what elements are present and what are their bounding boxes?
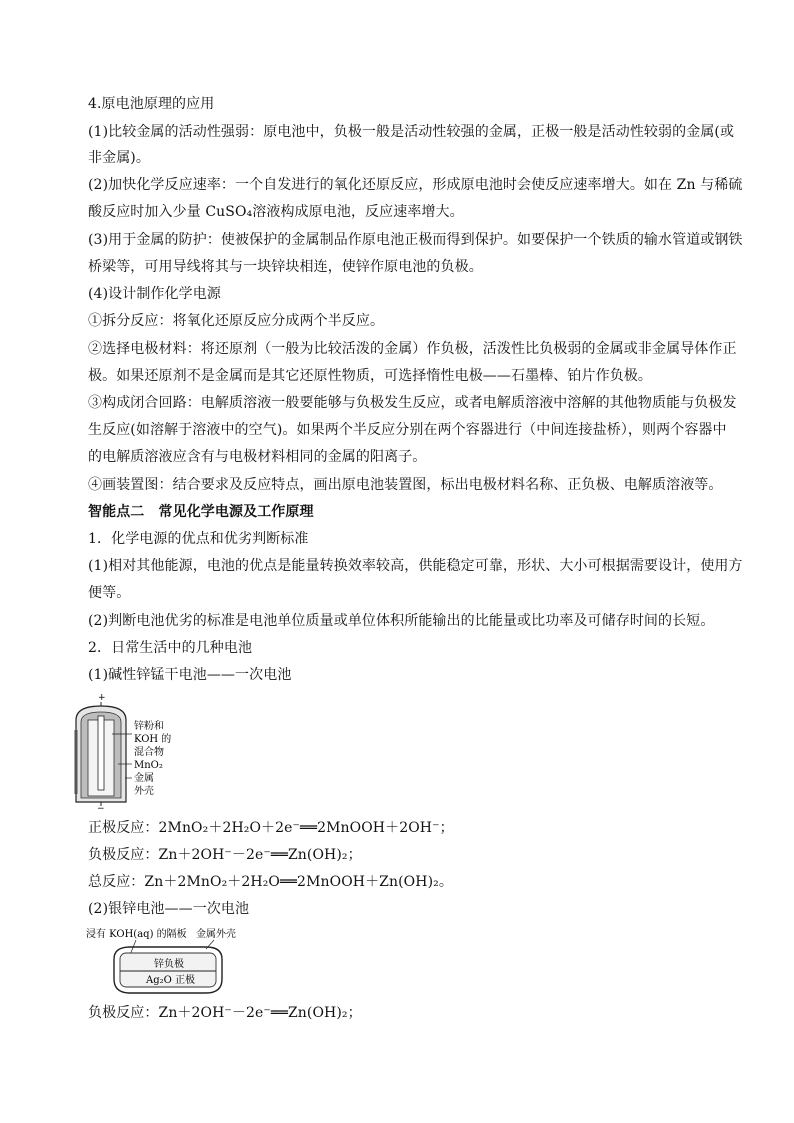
text-line: (1)碱性锌锰干电池——一次电池 bbox=[88, 667, 292, 683]
alkaline-battery-diagram bbox=[68, 690, 208, 810]
text-line: 桥梁等，可用导线将其与一块锌块相连，使锌作原电池的负极。 bbox=[88, 259, 483, 275]
label-mno2: MnO₂ bbox=[134, 760, 163, 771]
minus-terminal-label: − bbox=[97, 804, 105, 810]
text-line: ④画装置图：结合要求及反应特点，画出原电池装置图，标出电极材料名称、正负极、电解质溶液等。 bbox=[88, 477, 723, 493]
positive-electrode-reaction: 正极反应：2MnO₂＋2H₂O＋2e⁻══2MnOOH＋2OH⁻； bbox=[88, 820, 454, 836]
text-line: ②选择电极材料：将还原剂（一般为比较活泼的金属）作负极，活泼性比负极弱的金属或非金属导体作正 bbox=[88, 341, 737, 357]
label-ag2o-positive: Ag₂O 正极 bbox=[146, 975, 196, 986]
text-line: 的电解质溶液应含有与电极材料相同的金属的阳离子。 bbox=[88, 449, 427, 465]
text-line: 便等。 bbox=[88, 585, 131, 601]
label-zinc-powder: 锌粉和 bbox=[134, 721, 164, 732]
section-heading-smart-point-2: 智能点二 常见化学电源及工作原理 bbox=[88, 504, 314, 520]
text-line: (3)用于金属的防护：使被保护的金属制品作原电池正极而得到保护。如要保护一个铁质的输水管道或钢铁 bbox=[88, 232, 743, 248]
text-line: 1．化学电源的优点和优劣判断标准 bbox=[88, 531, 309, 547]
label-separator: 浸有 KOH(aq) 的隔板 bbox=[86, 929, 187, 940]
text-line: 酸反应时加入少量 CuSO₄溶液构成原电池，反应速率增大。 bbox=[88, 204, 464, 220]
text-line: 非金属)。 bbox=[88, 150, 150, 166]
plus-terminal-label: + bbox=[98, 693, 106, 703]
label-mixture: 混合物 bbox=[134, 747, 164, 758]
text-line: (2)银锌电池——一次电池 bbox=[88, 901, 250, 917]
label-koh: KOH 的 bbox=[134, 734, 172, 745]
text-line: 极。如果还原剂不是金属而是其它还原性物质，可选择惰性电极——石墨棒、铂片作负极。 bbox=[88, 368, 652, 384]
text-line: (1)比较金属的活动性强弱：原电池中，负极一般是活动性较强的金属，正极一般是活动性较弱的金属(或 bbox=[88, 124, 735, 140]
label-shell: 外壳 bbox=[134, 786, 154, 797]
text-line: 2．日常生活中的几种电池 bbox=[88, 640, 253, 656]
label-metal-shell: 金属外壳 bbox=[196, 929, 236, 940]
label-metal: 金属 bbox=[134, 773, 154, 784]
text-line: (4)设计制作化学电源 bbox=[88, 286, 221, 302]
overall-reaction: 总反应：Zn＋2MnO₂＋2H₂O══2MnOOH＋Zn(OH)₂。 bbox=[88, 874, 453, 890]
text-line: (1)相对其他能源，电池的优点是能量转换效率较高，供能稳定可靠，形状、大小可根据需要设计，使用方 bbox=[88, 558, 743, 574]
text-line: (2)判断电池优劣的标准是电池单位质量或单位体积所能输出的比能量或比功率及可储存时间的长短。 bbox=[88, 613, 715, 629]
text-line: (2)加快化学反应速率：一个自发进行的氧化还原反应，形成原电池时会使反应速率增大。如在 Zn 与稀硫 bbox=[88, 177, 743, 193]
label-zinc-negative: 锌负极 bbox=[154, 959, 184, 970]
negative-electrode-reaction-ag: 负极反应：Zn＋2OH⁻－2e⁻══Zn(OH)₂； bbox=[88, 1005, 362, 1021]
text-line: ③构成闭合回路：电解质溶液一般要能够与负极发生反应，或者电解质溶液中溶解的其他物质能与负极发 bbox=[88, 395, 737, 411]
text-line: ①拆分反应：将氧化还原反应分成两个半反应。 bbox=[88, 313, 385, 329]
silver-zinc-battery-diagram bbox=[86, 925, 256, 997]
section-heading-4: 4.原电池原理的应用 bbox=[88, 96, 215, 112]
text-line: 生反应(如溶解于溶液中的空气)。如果两个半反应分别在两个容器进行（中间连接盐桥），则两个容器中 bbox=[88, 422, 727, 438]
negative-electrode-reaction: 负极反应：Zn＋2OH⁻－2e⁻══Zn(OH)₂； bbox=[88, 847, 362, 863]
